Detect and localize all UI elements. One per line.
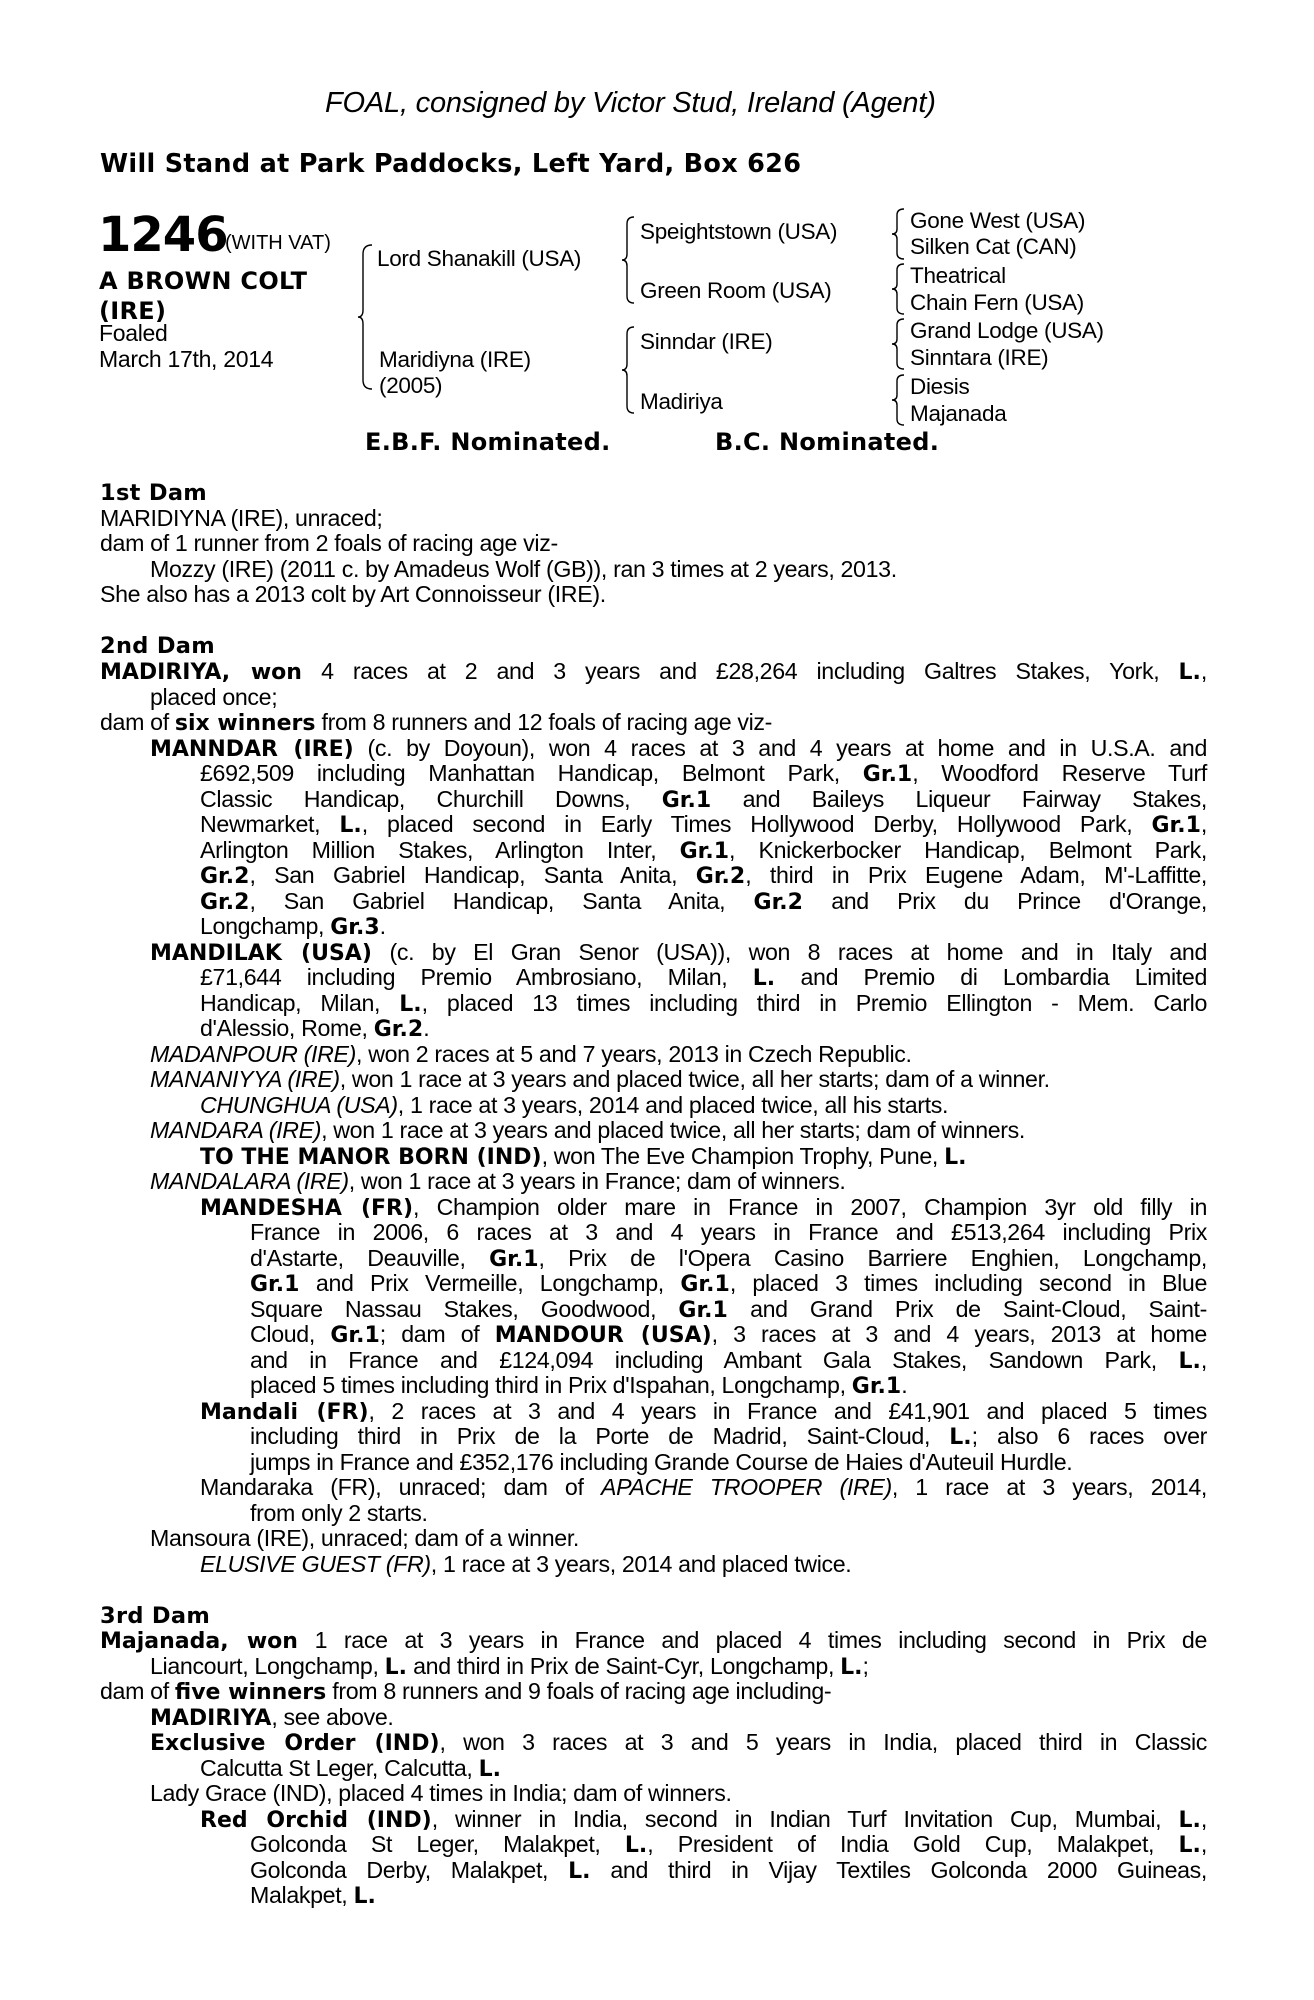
text: , winner in India, second in Indian Turf Invitation Cup, Mumbai, [431, 1806, 1179, 1832]
listed-mark: L. [840, 1655, 863, 1680]
second-dam-line [100, 710, 772, 737]
dam-sire-name: Sinndar (IRE) [640, 329, 773, 354]
grade-mark: Gr.1 [678, 1298, 728, 1323]
listed-mark: L. [478, 1757, 501, 1782]
progeny-line [200, 1756, 501, 1783]
text: , 1 race at 3 years, 2014 and placed twice. [430, 1551, 852, 1577]
winners-count: five winners [174, 1680, 327, 1705]
text: Malakpet, [250, 1882, 354, 1908]
text: and third in Vijay Textiles Golconda 2000 Guineas, [590, 1857, 1207, 1883]
text: , placed second in Early Times Hollywood Derby, Hollywood Park, [361, 811, 1152, 837]
lot-number: 1246 [98, 207, 228, 263]
listed-mark: L. [752, 966, 776, 991]
third-dam-line [100, 1628, 1207, 1655]
text: and Prix Vermeille, Longchamp, [299, 1270, 681, 1296]
horse-name: APACHE TROOPER (IRE) [600, 1474, 892, 1500]
progeny-line [250, 1424, 1207, 1451]
progeny-line: France in 2006, 6 races at 3 and 4 years in France and £513,264 including Prix [250, 1219, 1207, 1245]
text: ; also 6 races over [971, 1423, 1207, 1449]
listed-mark: L. [399, 992, 422, 1017]
foaled-info [99, 320, 273, 372]
text: Calcutta St Leger, Calcutta, [200, 1755, 479, 1781]
grade-mark: Gr.2 [753, 890, 803, 915]
grade-mark: Gr.1 [250, 1272, 300, 1297]
listed-mark: L. [384, 1655, 408, 1680]
horse-name: TO THE MANOR BORN (IND) [200, 1145, 542, 1170]
text: Classic Handicap, Churchill Downs, [200, 786, 662, 812]
stand-location: Will Stand at Park Paddocks, Left Yard, Box 626 [100, 149, 802, 179]
progeny-line [200, 761, 1207, 788]
first-dam-line: She also has a 2013 colt by Art Connoisseur (IRE). [100, 581, 606, 607]
listed-mark: L. [1178, 1349, 1201, 1374]
sd-sire-name: Theatrical [910, 263, 1006, 288]
dam-name: Maridiyna (IRE) [379, 347, 531, 372]
progeny-line [150, 1118, 1025, 1144]
text: Mandaraka (FR), unraced; dam of [200, 1474, 601, 1500]
ds-sire-name: Grand Lodge (USA) [910, 318, 1104, 343]
progeny-line [200, 1093, 948, 1119]
text: , [1200, 1806, 1207, 1832]
text: Square Nassau Stakes, Goodwood, [250, 1296, 679, 1322]
text: , Knickerbocker Handicap, Belmont Park, [729, 837, 1207, 863]
text: and Baileys Liqueur Fairway Stakes, [711, 786, 1207, 812]
text: , [1200, 1831, 1207, 1857]
dam-year: (2005) [379, 373, 443, 398]
won-text: , won [221, 660, 302, 685]
grade-mark: Gr.1 [661, 788, 712, 813]
vat-note: (WITH VAT) [225, 232, 331, 254]
text: , won The Eve Champion Trophy, Pune, [541, 1143, 945, 1169]
horse-name: MANDESHA (FR) [200, 1196, 414, 1221]
text: from 8 runners and 12 foals of racing age viz- [315, 709, 772, 735]
grade-mark: Gr.1 [679, 839, 730, 864]
third-dam-line [150, 1654, 869, 1681]
grade-mark: Gr.1 [1151, 813, 1201, 838]
text: and Premio di Lombardia Limited [775, 964, 1207, 990]
listed-mark: L. [353, 1884, 376, 1909]
horse-name: MANDILAK (USA) [150, 941, 372, 966]
text: , won 3 races at 3 and 5 years in India, placed third in Classic [439, 1729, 1208, 1755]
horse-name: ELUSIVE GUEST (FR) [200, 1551, 431, 1577]
text: , Prix de l'Opera Casino Barriere Enghien, Longchamp, [538, 1245, 1208, 1271]
lot-description [99, 266, 307, 326]
dam-parents-brace [622, 326, 636, 414]
text: , 2 races at 3 and 4 years in France and £41,901 and placed 5 times [368, 1398, 1207, 1424]
horse-name: MADANPOUR (IRE) [150, 1041, 357, 1067]
progeny-line [200, 1144, 966, 1171]
progeny-line [150, 940, 1207, 967]
progeny-line [250, 1373, 907, 1400]
progeny-line: from only 2 starts. [250, 1500, 428, 1526]
foaled-label: Foaled [99, 320, 168, 346]
ds-dam-name: Sinntara (IRE) [910, 345, 1049, 370]
progeny-line [150, 736, 1207, 763]
first-dam-line: MARIDIYNA (IRE), unraced; [100, 505, 383, 531]
progeny-line [200, 863, 1207, 890]
text: placed 5 times including third in Prix d'Ispahan, Longchamp, [250, 1372, 852, 1398]
text: dam of [100, 709, 175, 735]
text: , see above. [271, 1704, 394, 1730]
text: . [423, 1015, 430, 1041]
text: , San Gabriel Handicap, Santa Anita, [249, 862, 696, 888]
progeny-line [250, 1271, 1207, 1298]
text: dam of [100, 1678, 175, 1704]
text: including third in Prix de la Porte de Madrid, Saint-Cloud, [250, 1423, 950, 1449]
progeny-line [200, 838, 1207, 865]
progeny-line [200, 812, 1207, 839]
text: and Grand Prix de Saint-Cloud, Saint- [727, 1296, 1207, 1322]
text: , 1 race at 3 years, 2014, [891, 1474, 1207, 1500]
listed-mark: L. [568, 1859, 591, 1884]
text: £692,509 including Manhattan Handicap, Belmont Park, [200, 760, 863, 786]
listed-mark: L. [624, 1833, 648, 1858]
first-dam-line: dam of 1 runner from 2 foals of racing age viz- [100, 530, 558, 556]
grade-mark: Gr.1 [862, 762, 913, 787]
progeny-line [150, 1067, 1050, 1093]
text: , won 1 race at 3 years in France; dam of winners. [348, 1168, 846, 1194]
horse-name: MADIRIYA [100, 660, 222, 685]
text: from 8 runners and 9 foals of racing age including- [326, 1678, 832, 1704]
horse-name: MANDARA (IRE) [150, 1117, 322, 1143]
listed-mark: L. [1178, 1833, 1201, 1858]
text: , Woodford Reserve Turf [912, 760, 1207, 786]
progeny-line [250, 1297, 1207, 1324]
grade-mark: Gr.1 [851, 1374, 902, 1399]
text: , won 1 race at 3 years and placed twice, all her starts; dam of a winner. [339, 1066, 1050, 1092]
text: , Champion older mare in France in 2007, Champion 3yr old filly in [413, 1194, 1207, 1220]
text: , placed 3 times including second in Blue [729, 1270, 1207, 1296]
sire-parents-brace [622, 216, 636, 304]
listed-mark: L. [949, 1425, 972, 1450]
progeny-line [250, 1348, 1207, 1375]
consignment-line: FOAL, consigned by Victor Stud, Ireland (Agent) [325, 87, 936, 119]
foaled-date: March 17th, 2014 [99, 346, 274, 372]
grade-mark: Gr.3 [330, 915, 380, 940]
text: and Prix du Prince d'Orange, [802, 888, 1208, 914]
ss-sire-name: Gone West (USA) [910, 208, 1086, 233]
progeny-line: Lady Grace (IND), placed 4 times in India; dam of winners. [150, 1780, 732, 1806]
text: , President of India Gold Cup, Malakpet, [647, 1831, 1179, 1857]
lot-description-line-2: (IRE) [99, 297, 167, 325]
progeny-line [250, 1858, 1207, 1885]
progeny-line [150, 1169, 845, 1195]
progeny-line [200, 787, 1207, 814]
text: , [1200, 658, 1207, 684]
text: , 3 races at 3 and 4 years, 2013 at home [711, 1321, 1207, 1347]
text: Liancourt, Longchamp, [150, 1653, 385, 1679]
sire-dam-name: Green Room (USA) [640, 278, 832, 303]
progeny-line [200, 1807, 1207, 1834]
grade-mark: Gr.1 [330, 1323, 380, 1348]
ebf-nomination: E.B.F. Nominated. [365, 428, 611, 456]
progeny-line [200, 914, 386, 941]
progeny-line [150, 1705, 393, 1732]
horse-name: MANANIYYA (IRE) [150, 1066, 340, 1092]
text: , [1200, 811, 1207, 837]
listed-mark: L. [944, 1145, 967, 1170]
text: 4 races at 2 and 3 years and £28,264 including Galtres Stakes, York, [301, 658, 1179, 684]
text: (c. by Doyoun), won 4 races at 3 and 4 years at home and in U.S.A. and [353, 735, 1207, 761]
progeny-line [250, 1883, 376, 1910]
text: , placed 13 times including third in Premio Ellington - Mem. Carlo [421, 990, 1207, 1016]
text: Golconda St Leger, Malakpet, [250, 1831, 625, 1857]
text: Handicap, Milan, [200, 990, 400, 1016]
text: , [1200, 1347, 1207, 1373]
grade-mark: Gr.2 [200, 864, 250, 889]
text: ; [862, 1653, 869, 1679]
text: d'Alessio, Rome, [200, 1015, 374, 1041]
progeny-line [200, 1552, 851, 1578]
horse-name: Exclusive Order (IND) [150, 1731, 440, 1756]
dd-dam-name: Majanada [910, 401, 1007, 426]
text: (c. by El Gran Senor (USA)), won 8 races at home and in Italy and [371, 939, 1208, 965]
text: Golconda Derby, Malakpet, [250, 1857, 569, 1883]
progeny-line [250, 1322, 1207, 1349]
first-dam-line: Mozzy (IRE) (2011 c. by Amadeus Wolf (GB)), ran 3 times at 2 years, 2013. [150, 556, 897, 582]
third-dam-line [100, 1679, 831, 1706]
lot-description-line-1: A BROWN COLT [99, 267, 308, 295]
listed-mark: L. [339, 813, 362, 838]
text: and third in Prix de Saint-Cyr, Longchamp, [407, 1653, 841, 1679]
grade-mark: Gr.2 [200, 890, 250, 915]
horse-name: MANDALARA (IRE) [150, 1168, 349, 1194]
text: Newmarket, [200, 811, 340, 837]
horse-name: Mandali (FR) [200, 1400, 369, 1425]
horse-name: Majanada [100, 1629, 221, 1654]
text: . [379, 913, 386, 939]
ss-dam-name: Silken Cat (CAN) [910, 234, 1077, 259]
second-dam-line: placed once; [150, 684, 278, 710]
third-dam-heading: 3rd Dam [100, 1603, 211, 1629]
progeny-line: Mansoura (IRE), unraced; dam of a winner. [150, 1525, 579, 1551]
horse-name: MADIRIYA [150, 1706, 272, 1731]
progeny-line [200, 1016, 429, 1043]
second-dam-line [100, 659, 1207, 686]
listed-mark: L. [1178, 1808, 1201, 1833]
text: Longchamp, [200, 913, 331, 939]
grade-mark: Gr.2 [373, 1017, 424, 1042]
parents-brace [358, 244, 374, 390]
sd-brace [892, 263, 906, 315]
progeny-line [250, 1832, 1207, 1859]
text: ; dam of [379, 1321, 495, 1347]
horse-name: Red Orchid (IND) [200, 1808, 432, 1833]
text: , third in Prix Eugene Adam, M'-Laffitte, [745, 862, 1207, 888]
progeny-line [150, 1730, 1207, 1757]
progeny-line [200, 1399, 1207, 1426]
progeny-line [200, 1475, 1207, 1501]
progeny-line [150, 1042, 912, 1068]
text: Cloud, [250, 1321, 331, 1347]
text: , San Gabriel Handicap, Santa Anita, [249, 888, 754, 914]
progeny-line [200, 965, 1207, 992]
progeny-line [200, 889, 1207, 916]
progeny-line [200, 991, 1207, 1018]
grade-mark: Gr.1 [680, 1272, 730, 1297]
text: £71,644 including Premio Ambrosiano, Milan, [200, 964, 753, 990]
text: and in France and £124,094 including Ambant Gala Stakes, Sandown Park, [250, 1347, 1179, 1373]
ds-brace [892, 318, 906, 370]
text: 1 race at 3 years in France and placed 4 times including second in Prix de [297, 1627, 1208, 1653]
text: . [901, 1372, 908, 1398]
bc-nomination: B.C. Nominated. [715, 428, 940, 456]
sire-name: Lord Shanakill (USA) [377, 246, 582, 271]
progeny-line: jumps in France and £352,176 including Grande Course de Haies d'Auteuil Hurdle. [250, 1449, 1073, 1475]
text: , won 1 race at 3 years and placed twice, all her starts; dam of winners. [321, 1117, 1025, 1143]
winners-count: six winners [174, 711, 316, 736]
text: d'Astarte, Deauville, [250, 1245, 490, 1271]
horse-name: MANNDAR (IRE) [150, 737, 354, 762]
dam-dam-name: Madiriya [640, 389, 723, 414]
text: , 1 race at 3 years, 2014 and placed twice, all his starts. [397, 1092, 949, 1118]
listed-mark: L. [1178, 660, 1201, 685]
ss-brace [892, 208, 906, 260]
sd-dam-name: Chain Fern (USA) [910, 290, 1085, 315]
second-dam-heading: 2nd Dam [100, 633, 216, 659]
grade-mark: Gr.2 [695, 864, 746, 889]
progeny-line [200, 1195, 1207, 1222]
won-text: , won [220, 1629, 298, 1654]
horse-name: CHUNGHUA (USA) [200, 1092, 398, 1118]
sire-sire-name: Speightstown (USA) [640, 219, 838, 244]
progeny-line [250, 1246, 1207, 1273]
dd-sire-name: Diesis [910, 374, 970, 399]
text: Arlington Million Stakes, Arlington Inter, [200, 837, 680, 863]
grade-mark: Gr.1 [489, 1247, 539, 1272]
horse-name: MANDOUR (USA) [494, 1323, 712, 1348]
first-dam-heading: 1st Dam [100, 480, 208, 506]
text: , won 2 races at 5 and 7 years, 2013 in Czech Republic. [356, 1041, 912, 1067]
dd-brace [892, 374, 906, 426]
